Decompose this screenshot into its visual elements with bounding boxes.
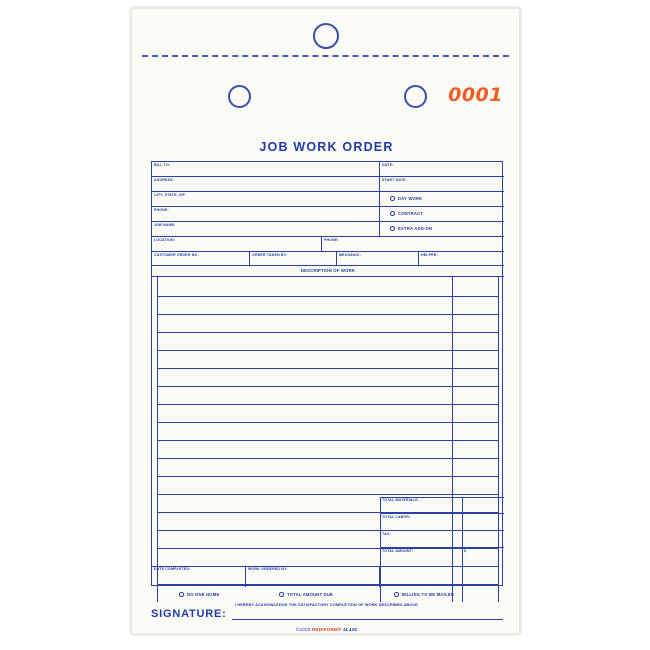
- total-amount-value[interactable]: $: [464, 548, 467, 553]
- tax-label: TAX:: [380, 531, 462, 548]
- description-line[interactable]: [157, 476, 498, 477]
- acknowledgement-text: I HEREBY ACKNOWLEDGE THE SATISFACTORY COMPLETION OF WORK DESCRIBED ABOVE.: [234, 602, 420, 607]
- brand-name: REDIFORM®: [311, 627, 342, 632]
- field-location[interactable]: LOCATION:: [152, 237, 322, 252]
- total-materials-label: TOTAL MATERIALS:: [380, 497, 462, 514]
- signature-line[interactable]: [232, 619, 503, 620]
- punch-hole-left: [228, 85, 251, 108]
- field-address[interactable]: ADDRESS:: [152, 177, 380, 192]
- description-line[interactable]: [157, 350, 498, 351]
- field-helper[interactable]: HELPER:: [419, 252, 504, 266]
- description-line[interactable]: [157, 422, 498, 423]
- description-of-work-heading: DESCRIPTION OF WORK: [152, 266, 504, 277]
- field-job-name[interactable]: JOB NAME:: [152, 222, 380, 237]
- label-no-one-home: NO ONE HOME: [187, 592, 220, 597]
- total-materials-value[interactable]: [462, 497, 504, 514]
- description-line[interactable]: [157, 494, 498, 495]
- form-title: JOB WORK ORDER: [259, 140, 394, 154]
- field-mechanic[interactable]: MECHANIC:: [337, 252, 419, 266]
- field-customer-order-no[interactable]: CUSTOMER ORDER NO.: [152, 252, 250, 266]
- field-bill-to[interactable]: BILL TO:: [152, 162, 380, 177]
- label-day-work: DAY WORK: [398, 196, 423, 201]
- field-date-completed[interactable]: DATE COMPLETED:: [152, 566, 246, 587]
- radio-no-one-home[interactable]: [179, 592, 184, 597]
- field-date[interactable]: DATE:: [380, 162, 504, 177]
- description-line[interactable]: [157, 386, 498, 387]
- field-order-taken-by[interactable]: ORDER TAKEN BY:: [250, 252, 337, 266]
- total-labor-value[interactable]: [462, 514, 504, 531]
- field-work-ordered-by[interactable]: WORK ORDERED BY:: [246, 566, 380, 587]
- description-line[interactable]: [157, 314, 498, 315]
- description-line[interactable]: [157, 296, 498, 297]
- tax-value[interactable]: [462, 531, 504, 548]
- description-line[interactable]: [157, 440, 498, 441]
- perforation-line: [142, 55, 509, 57]
- serial-number: 0001: [448, 84, 503, 106]
- radio-total-amount-due[interactable]: [279, 592, 284, 597]
- label-total-amount-due: TOTAL AMOUNT DUE: [287, 592, 334, 597]
- field-phone-2[interactable]: PHONE:: [322, 237, 504, 252]
- description-line[interactable]: [157, 458, 498, 459]
- radio-extra-add-on[interactable]: [390, 226, 395, 231]
- copyright-text: ©2003: [295, 627, 311, 632]
- field-start-date[interactable]: START DATE:: [380, 177, 504, 192]
- form-code: 4L436: [343, 627, 358, 632]
- work-order-form: [131, 8, 520, 634]
- description-line[interactable]: [157, 368, 498, 369]
- label-extra-add-on: EXTRA ADD-ON: [398, 226, 433, 231]
- description-line[interactable]: [157, 404, 498, 405]
- signature-label: SIGNATURE:: [151, 608, 227, 620]
- form-grid: [151, 161, 503, 586]
- radio-contract[interactable]: [390, 211, 395, 216]
- description-line[interactable]: [157, 332, 498, 333]
- form-footer: [132, 627, 521, 632]
- total-amount-label: TOTAL AMOUNT:: [382, 548, 413, 553]
- punch-hole-top: [313, 23, 339, 49]
- field-city-state-zip[interactable]: CITY, STATE, ZIP: [152, 192, 380, 207]
- radio-day-work[interactable]: [390, 196, 395, 201]
- radio-billing-to-be-mailed[interactable]: [394, 592, 399, 597]
- label-billing-to-be-mailed: BILLING TO BE MAILED: [402, 592, 454, 597]
- field-phone[interactable]: PHONE:: [152, 207, 380, 222]
- total-labor-label: TOTAL LABOR:: [380, 514, 462, 531]
- punch-hole-right: [404, 85, 427, 108]
- label-contract: CONTRACT: [398, 211, 424, 216]
